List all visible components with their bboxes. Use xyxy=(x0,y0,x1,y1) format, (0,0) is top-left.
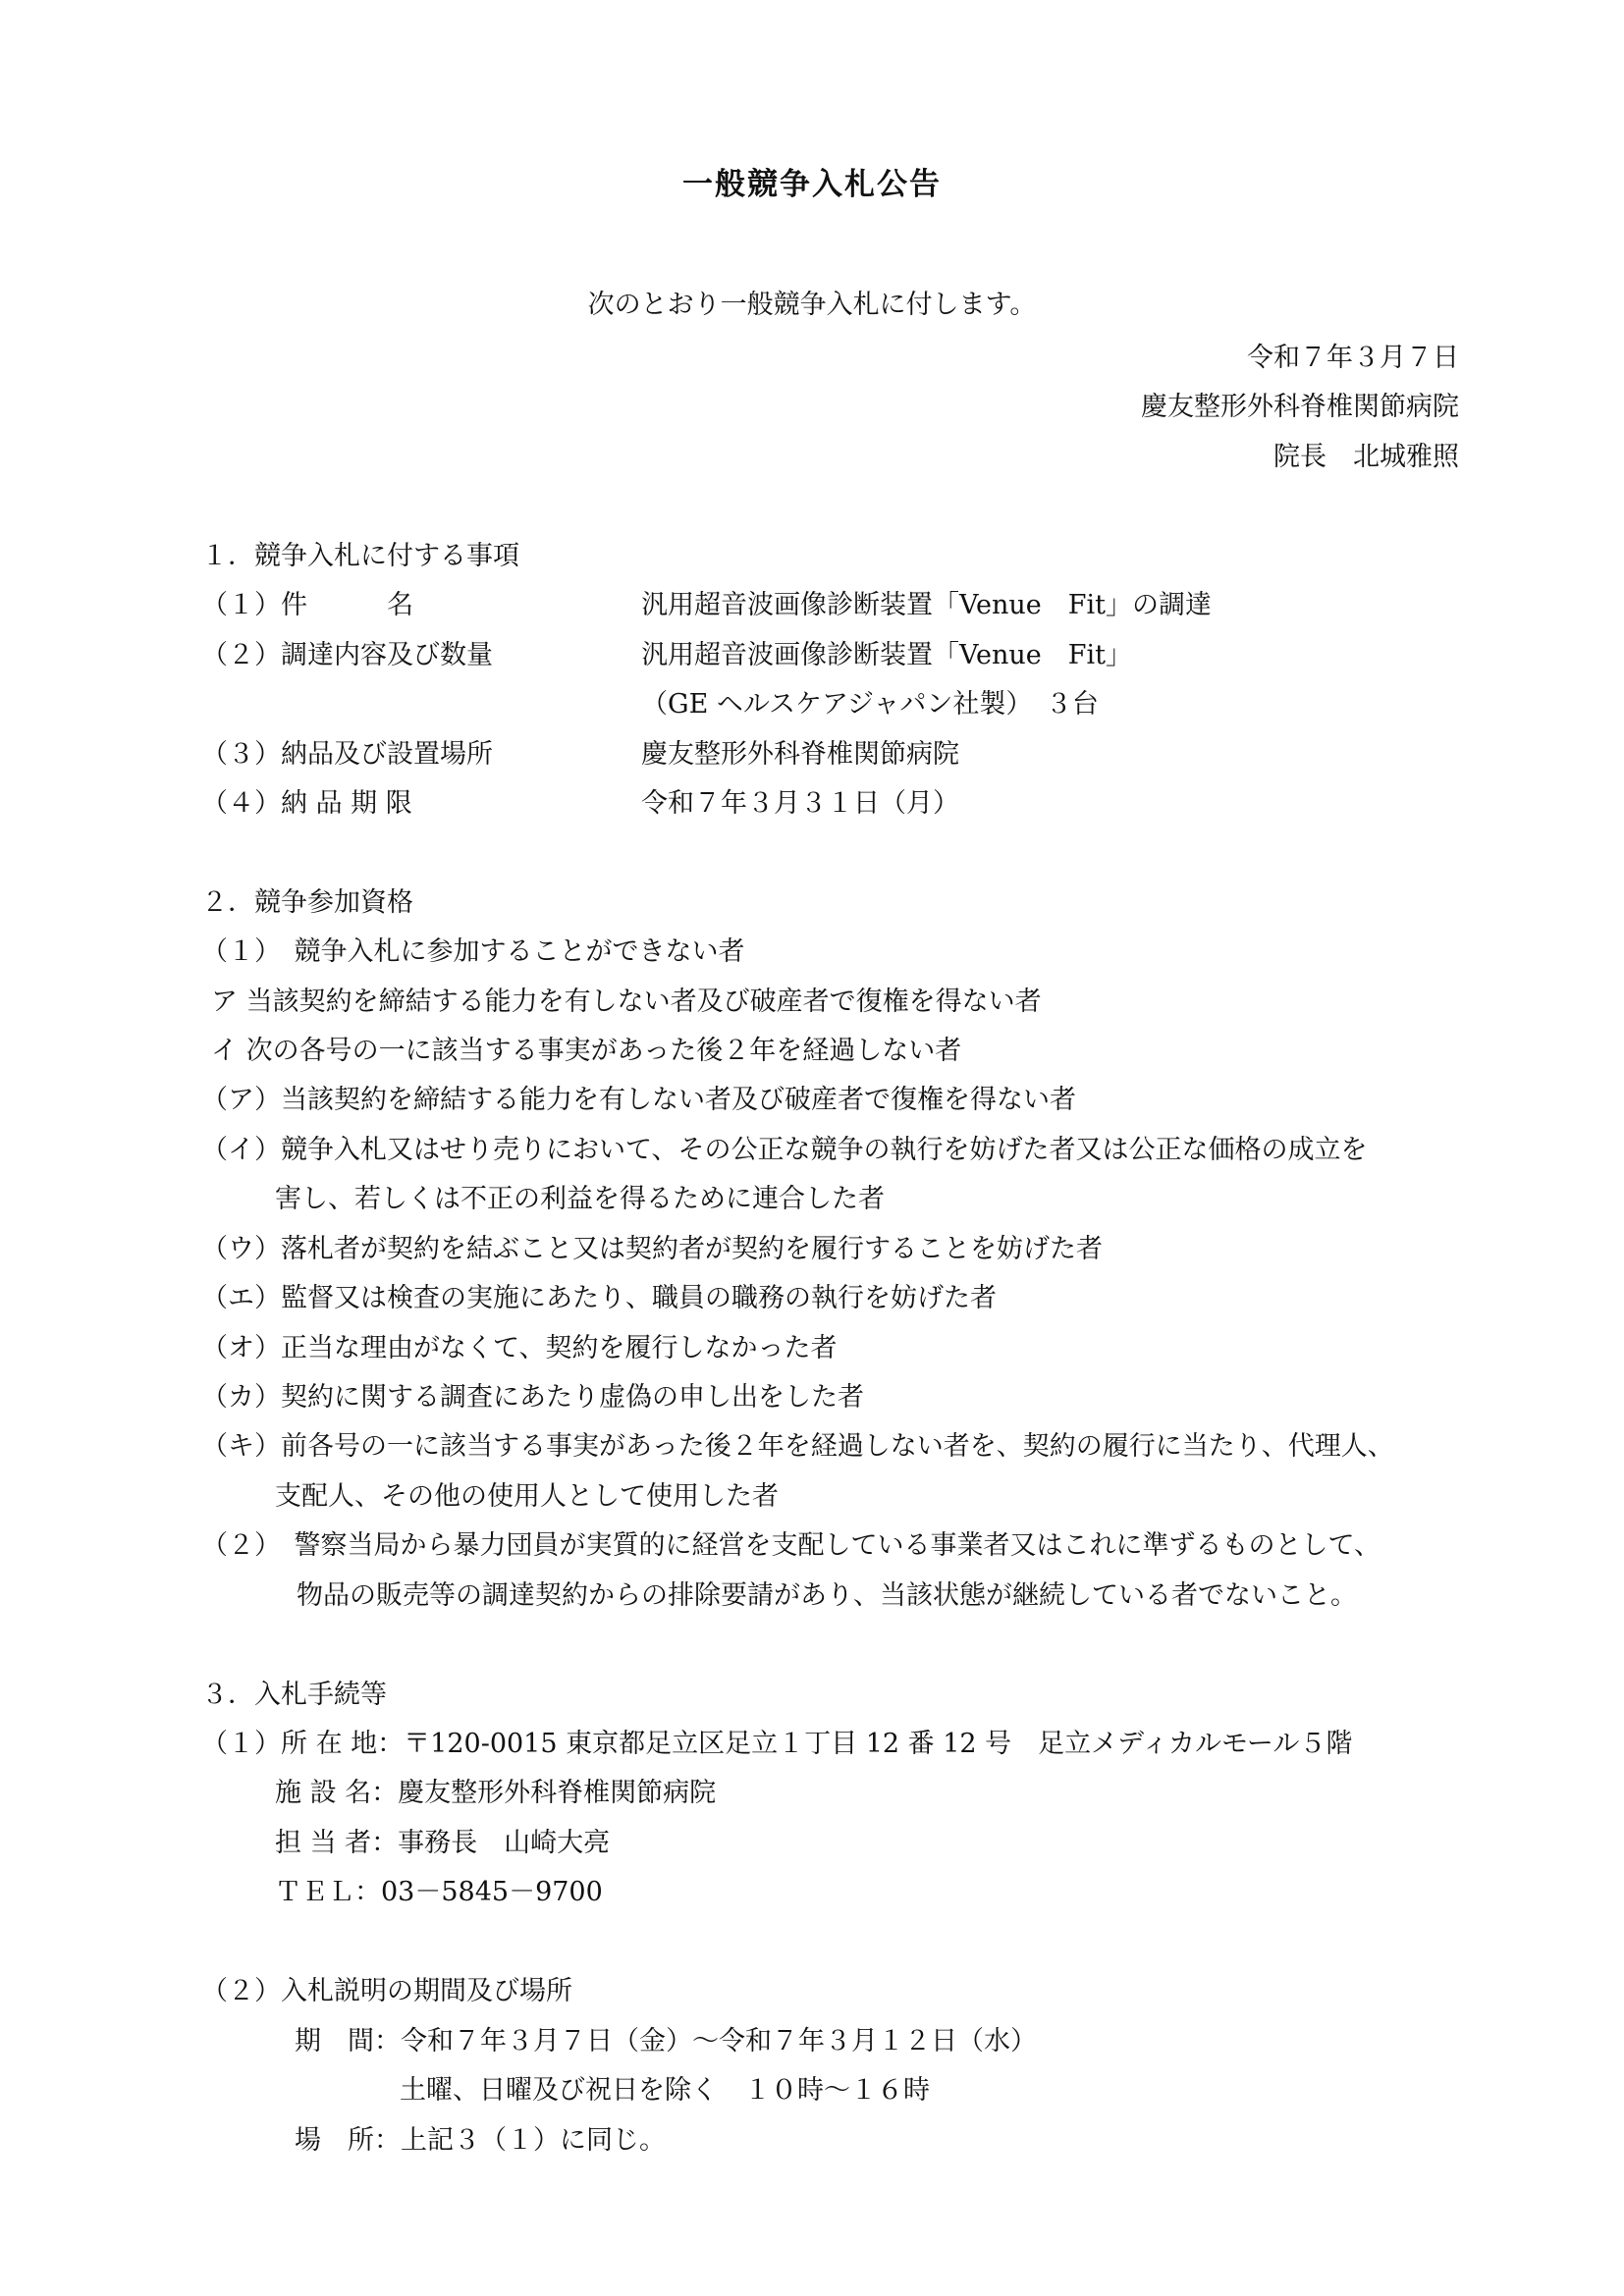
section-2-line: （エ）監督又は検査の実施にあたり、職員の職務の執行を妨げた者 xyxy=(201,1283,997,1313)
section-2-line: 支配人、その他の使用人として使用した者 xyxy=(275,1481,779,1512)
section-2-line: （１） 競争入札に参加することができない者 xyxy=(201,936,745,967)
issuer-organization: 慶友整形外科脊椎関節病院 xyxy=(1141,392,1459,422)
section-1-row-value: 令和７年３月３１日（月） xyxy=(641,788,959,819)
notice-date: 令和７年３月７日 xyxy=(1247,343,1459,373)
section-1-heading: １．競争入札に付する事項 xyxy=(201,541,519,571)
section-3-facility: 施 設 名：慶友整形外科脊椎関節病院 xyxy=(275,1778,717,1808)
section-2-line: （オ）正当な理由がなくて、契約を履行しなかった者 xyxy=(201,1333,838,1363)
section-2-line: ア 当該契約を締結する能力を有しない者及び破産者で復権を得ない者 xyxy=(211,987,1042,1017)
section-2-line: （ア）当該契約を締結する能力を有しない者及び破産者で復権を得ない者 xyxy=(201,1085,1076,1115)
section-1-row-label: （３）納品及び設置場所 xyxy=(201,739,493,770)
section-3-heading: ３．入札手続等 xyxy=(201,1680,387,1710)
section-3-contact: 担 当 者：事務長 山崎大亮 xyxy=(275,1828,611,1858)
section-3-address: （１）所 在 地：〒120-0015 東京都足立区足立１丁目 12 番 12 号 足立メディカルモール５階 xyxy=(201,1729,1353,1759)
section-1-row-value: （GE ヘルスケアジャパン社製） ３台 xyxy=(641,689,1099,720)
section-2-line: （キ）前各号の一に該当する事実があった後２年を経過しない者を、契約の履行に当たり、代理人、 xyxy=(201,1431,1394,1462)
section-1-row-label: （１）件 名 xyxy=(201,590,413,620)
section-3-briefing-heading: （２）入札説明の期間及び場所 xyxy=(201,1976,572,2006)
section-1-row-value: 慶友整形外科脊椎関節病院 xyxy=(641,739,959,770)
intro-text: 次のとおり一般競争入札に付します。 xyxy=(587,290,1037,320)
issuer-signer: 院長 北城雅照 xyxy=(1273,442,1459,472)
section-1-row-label: （２）調達内容及び数量 xyxy=(201,640,493,670)
document-title: 一般競争入札公告 xyxy=(682,167,942,202)
section-2-line: （イ）競争入札又はせり売りにおいて、その公正な競争の執行を妨げた者又は公正な価格の成立を xyxy=(201,1135,1368,1165)
section-1-row-label: （４）納 品 期 限 xyxy=(201,788,412,819)
section-2-line: 害し、若しくは不正の利益を得るために連合した者 xyxy=(275,1184,885,1214)
section-3-hours: 土曜、日曜及び祝日を除く １０時～１６時 xyxy=(400,2075,930,2106)
section-2-line: （ウ）落札者が契約を結ぶこと又は契約者が契約を履行することを妨げた者 xyxy=(201,1234,1103,1264)
section-1-row-value: 汎用超音波画像診断装置「Venue Fit」の調達 xyxy=(641,590,1212,620)
section-3-period: 期 間：令和７年３月７日（金）～令和７年３月１２日（水） xyxy=(295,2026,1037,2056)
section-2-line: イ 次の各号の一に該当する事実があった後２年を経過しない者 xyxy=(211,1036,962,1066)
section-1-row-value: 汎用超音波画像診断装置「Venue Fit」 xyxy=(641,640,1132,670)
section-2-line: （カ）契約に関する調査にあたり虚偽の申し出をした者 xyxy=(201,1382,864,1413)
section-2-line: 物品の販売等の調達契約からの排除要請があり、当該状態が継続している者でないこと。 xyxy=(297,1580,1357,1611)
section-2-heading: ２．競争参加資格 xyxy=(201,887,413,918)
section-2-line: （２） 警察当局から暴力団員が実質的に経営を支配している事業者又はこれに準ずるものとして、 xyxy=(201,1530,1380,1561)
section-3-tel: ＴＥＬ：03－5845－9700 xyxy=(275,1877,603,1907)
section-3-place: 場 所：上記３（１）に同じ。 xyxy=(295,2125,666,2156)
